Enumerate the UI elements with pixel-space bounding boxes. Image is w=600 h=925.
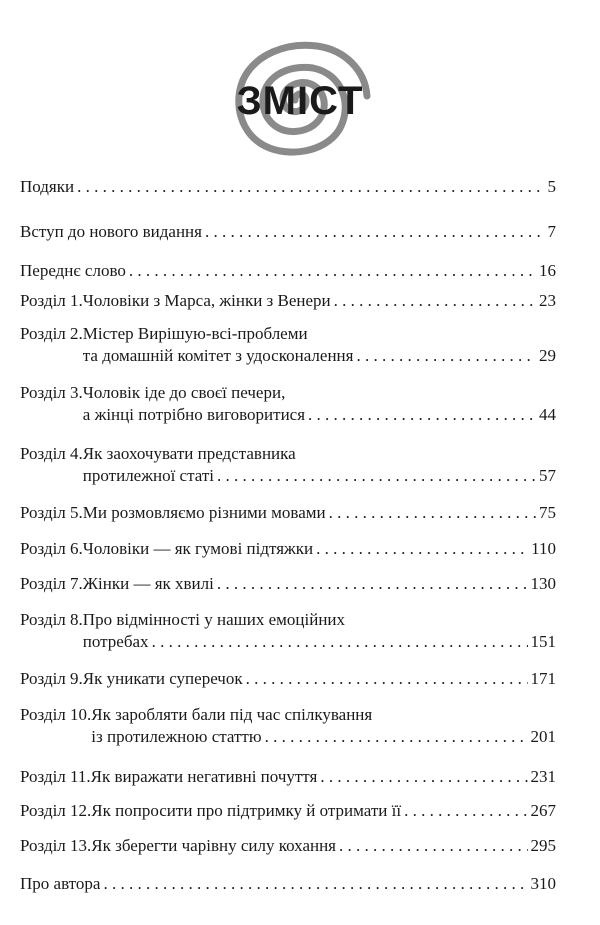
toc-entry-title: Чоловік іде до своєї печери, bbox=[82, 383, 286, 402]
toc-entry bbox=[20, 260, 556, 282]
page-number: 267 bbox=[530, 801, 556, 820]
chapter-number: Розділ 5. bbox=[20, 503, 83, 522]
toc-entry-title: Як попросити про підтримку й отримати її bbox=[91, 801, 402, 820]
dot-leader bbox=[265, 726, 528, 748]
dot-leader bbox=[217, 465, 536, 487]
toc-entry bbox=[20, 176, 556, 198]
dot-leader bbox=[205, 221, 545, 243]
chapter-number: Розділ 3. bbox=[20, 383, 83, 402]
dot-leader bbox=[404, 800, 527, 822]
toc-entry-title: Подяки bbox=[20, 177, 75, 196]
page-number: 57 bbox=[539, 466, 556, 485]
toc-entry-title: протилежної статі bbox=[82, 466, 214, 485]
toc-entry-title: Як виражати негативні почуття bbox=[90, 767, 318, 786]
page-number: 7 bbox=[547, 222, 556, 241]
dot-leader bbox=[246, 668, 528, 690]
toc-entry bbox=[20, 766, 556, 788]
page-number: 75 bbox=[539, 503, 556, 522]
toc-entry bbox=[20, 443, 556, 487]
page-number: 23 bbox=[539, 291, 556, 310]
toc-entry bbox=[20, 668, 556, 690]
chapter-number: Розділ 1. bbox=[20, 291, 83, 310]
dot-leader bbox=[320, 766, 527, 788]
chapter-number: Розділ 12. bbox=[20, 801, 92, 820]
chapter-number: Розділ 2. bbox=[20, 324, 83, 343]
page-number: 310 bbox=[530, 874, 556, 893]
toc-entry-title: Вступ до нового видання bbox=[20, 222, 202, 241]
page-number: 16 bbox=[539, 261, 556, 280]
toc-entry-title: потребах bbox=[82, 632, 149, 651]
toc-entry bbox=[20, 704, 556, 748]
toc-entry bbox=[20, 290, 556, 312]
page-number: 171 bbox=[530, 669, 556, 688]
page-number: 231 bbox=[530, 767, 556, 786]
page-header bbox=[0, 0, 600, 170]
chapter-number: Розділ 8. bbox=[20, 610, 83, 629]
chapter-number: Розділ 7. bbox=[20, 574, 83, 593]
toc-entry-title: Як заохочувати представника bbox=[82, 444, 296, 463]
toc-entry-title: а жінці потрібно виговоритися bbox=[82, 405, 306, 424]
dot-leader bbox=[329, 502, 536, 524]
chapter-number: Розділ 9. bbox=[20, 669, 83, 688]
toc-entry bbox=[20, 835, 556, 857]
toc-entry-title: Містер Вирішую-всі-проблеми bbox=[82, 324, 308, 343]
toc-entry bbox=[20, 538, 556, 560]
dot-leader bbox=[129, 260, 536, 282]
page-number: 130 bbox=[530, 574, 556, 593]
toc-entry bbox=[20, 609, 556, 653]
toc-entry bbox=[20, 800, 556, 822]
toc-entry-title: Про відмінності у наших емоційних bbox=[82, 610, 346, 629]
toc-entry-title: Як уникати суперечок bbox=[82, 669, 243, 688]
page-number: 201 bbox=[530, 727, 556, 746]
toc-entry-title: Жінки — як хвилі bbox=[82, 574, 214, 593]
dot-leader bbox=[152, 631, 528, 653]
toc-entry-title: та домашній комітет з удосконалення bbox=[82, 346, 354, 365]
page-number: 44 bbox=[539, 405, 556, 424]
chapter-number: Розділ 11. bbox=[20, 767, 91, 786]
toc-entry bbox=[20, 573, 556, 595]
toc-entry bbox=[20, 323, 556, 367]
toc-entry-title: Чоловіки з Марса, жінки з Венери bbox=[82, 291, 331, 310]
page-number: 110 bbox=[531, 539, 556, 558]
toc-entry-title: Як зберегти чарівну силу кохання bbox=[91, 836, 337, 855]
chapter-number: Розділ 6. bbox=[20, 539, 83, 558]
page-number: 151 bbox=[530, 632, 556, 651]
page-number: 295 bbox=[530, 836, 556, 855]
toc-entry-title: із протилежною статтю bbox=[91, 727, 262, 746]
chapter-number: Розділ 10. bbox=[20, 705, 92, 724]
chapter-number: Розділ 4. bbox=[20, 444, 83, 463]
toc-entry bbox=[20, 873, 556, 895]
toc-entry-title: Чоловіки — як гумові підтяжки bbox=[82, 539, 314, 558]
toc-entry-title: Переднє слово bbox=[20, 261, 126, 280]
toc-entry-title: Як заробляти бали під час спілкування bbox=[91, 705, 373, 724]
dot-leader bbox=[308, 404, 536, 426]
page-number: 29 bbox=[539, 346, 556, 365]
toc-entry-title: Про автора bbox=[20, 874, 101, 893]
page-title: ЗМІСТ bbox=[236, 79, 364, 123]
page-number: 5 bbox=[547, 177, 556, 196]
dot-leader bbox=[334, 290, 536, 312]
toc-entry-title: Ми розмовляємо різними мовами bbox=[82, 503, 326, 522]
dot-leader bbox=[77, 176, 544, 198]
chapter-number: Розділ 13. bbox=[20, 836, 92, 855]
toc-entry bbox=[20, 221, 556, 243]
dot-leader bbox=[356, 345, 536, 367]
toc-entry bbox=[20, 382, 556, 426]
dot-leader bbox=[217, 573, 528, 595]
dot-leader bbox=[103, 873, 527, 895]
dot-leader bbox=[339, 835, 527, 857]
toc-entry bbox=[20, 502, 556, 524]
dot-leader bbox=[316, 538, 528, 560]
